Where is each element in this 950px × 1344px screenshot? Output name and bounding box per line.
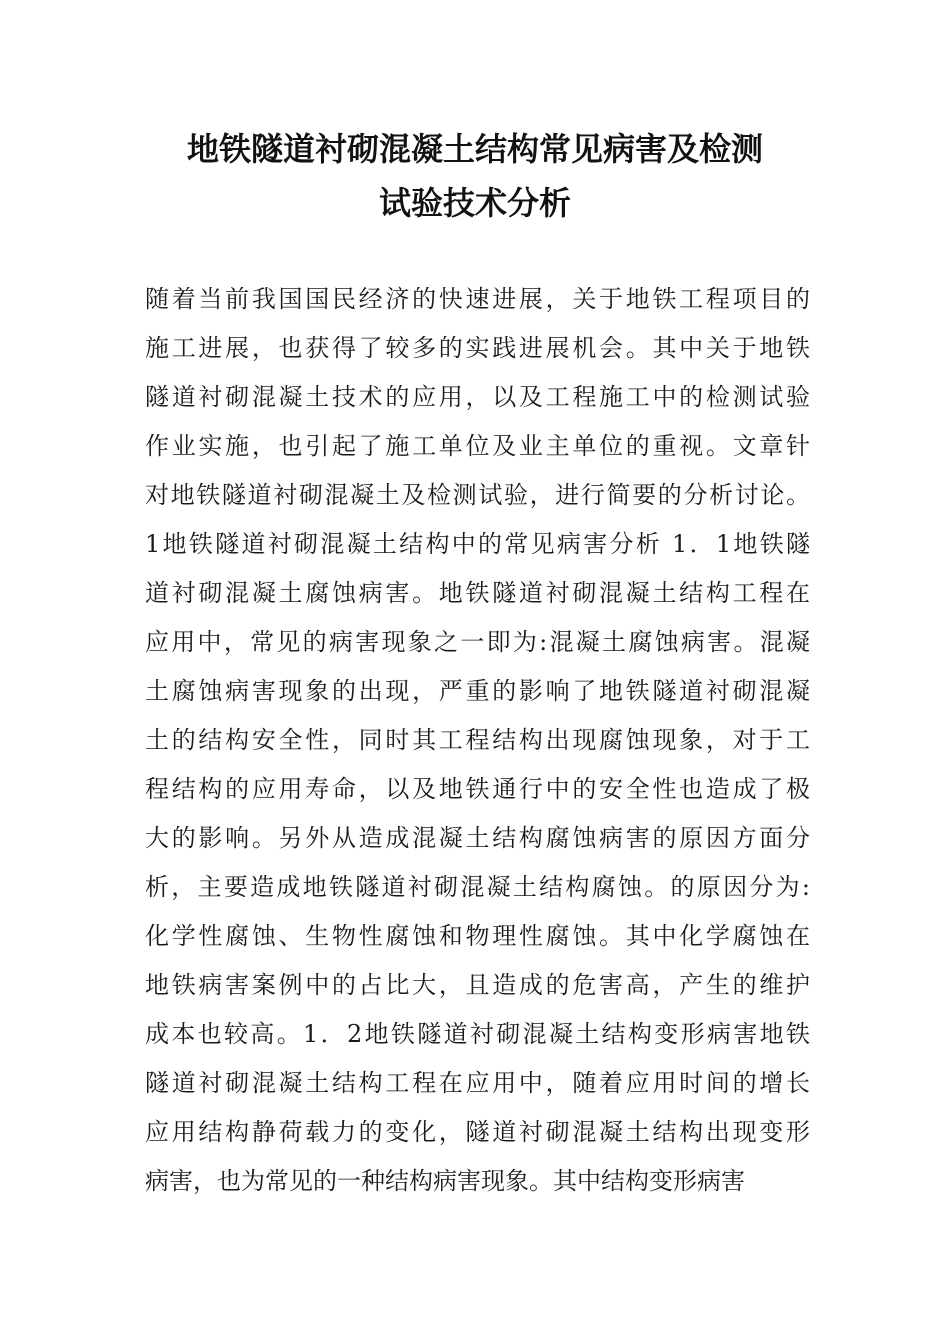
body-line: 作业实施，也引起了施工单位及业主单位的重视。文章针 — [145, 432, 810, 460]
body-line: 施工进展，也获得了较多的实践进展机会。其中关于地铁 — [145, 334, 810, 362]
body-line: 土的结构安全性，同时其工程结构出现腐蚀现象，对于工 — [145, 726, 810, 754]
title-line-2: 试验技术分析 — [378, 184, 571, 222]
body-line: 应用中，常见的病害现象之一即为:混凝土腐蚀病害。混凝 — [145, 628, 810, 656]
body-line: 应用结构静荷载力的变化，隧道衬砌混凝土结构出现变形 — [145, 1118, 810, 1146]
body-line: 析，主要造成地铁隧道衬砌混凝土结构腐蚀。的原因分为: — [145, 873, 810, 901]
body-line: 隧道衬砌混凝土结构工程在应用中，随着应用时间的增长 — [145, 1069, 810, 1097]
body-line: 土腐蚀病害现象的出现，严重的影响了地铁隧道衬砌混凝 — [145, 677, 810, 705]
title-line-1: 地铁隧道衬砌混凝土结构常见病害及检测 — [186, 130, 763, 168]
body-line: 地铁病害案例中的占比大，且造成的危害高，产生的维护 — [145, 971, 810, 999]
document-body — [145, 275, 810, 1206]
body-line: 隧道衬砌混凝土技术的应用，以及工程施工中的检测试验 — [145, 383, 810, 411]
body-line: 程结构的应用寿命，以及地铁通行中的安全性也造成了极 — [145, 775, 810, 803]
body-line: 随着当前我国国民经济的快速进展，关于地铁工程项目的 — [145, 285, 810, 313]
body-line: 成本也较高。1．2地铁隧道衬砌混凝土结构变形病害地铁 — [145, 1020, 810, 1048]
body-line: 对地铁隧道衬砌混凝土及检测试验，进行简要的分析讨论。 — [145, 481, 810, 509]
body-line: 病害，也为常见的一种结构病害现象。其中结构变形病害 — [145, 1167, 745, 1195]
body-line: 大的影响。另外从造成混凝土结构腐蚀病害的原因方面分 — [145, 824, 810, 852]
document-title — [120, 122, 830, 230]
body-line: 道衬砌混凝土腐蚀病害。地铁隧道衬砌混凝土结构工程在 — [145, 579, 810, 607]
body-line: 化学性腐蚀、生物性腐蚀和物理性腐蚀。其中化学腐蚀在 — [145, 922, 810, 950]
body-line: 1地铁隧道衬砌混凝土结构中的常见病害分析 1．1地铁隧 — [145, 530, 810, 558]
